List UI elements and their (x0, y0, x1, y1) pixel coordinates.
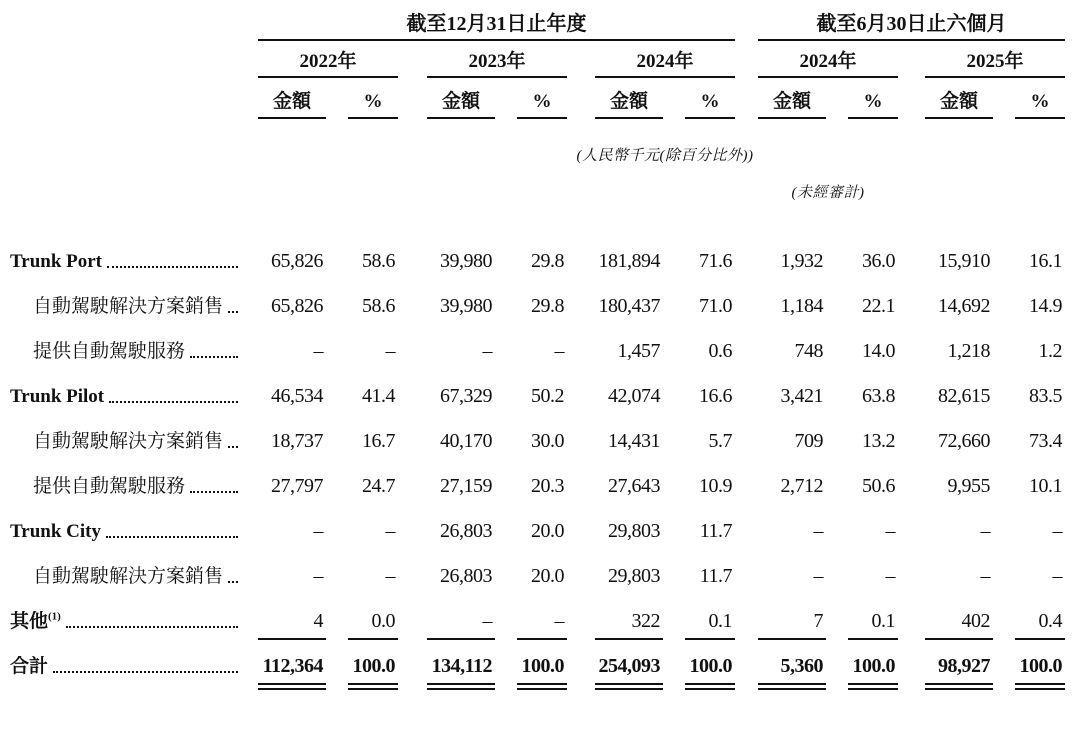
value-cell: 18,737 (271, 430, 323, 452)
value-cell: 20.3 (531, 475, 564, 497)
value-cell: – (813, 520, 823, 542)
value-cell: 0.1 (848, 610, 898, 640)
value-cell: 1,457 (617, 340, 660, 362)
table-row (10, 599, 1065, 644)
row-label-text: 合計 (10, 655, 49, 677)
period-interim-label: 截至6月30日止六個月 (816, 13, 1007, 35)
row-label-text: Trunk Port (10, 250, 103, 272)
value-cell: 72,660 (938, 430, 990, 452)
year-header-2022: 2022年 (258, 46, 398, 78)
row-label (10, 296, 248, 318)
value-cell: 15,910 (938, 250, 990, 272)
row-label-text: 其他$^{(1)}$ (10, 610, 61, 632)
value-cell: 10.1 (1029, 475, 1062, 497)
value-cell: 5.7 (708, 430, 732, 452)
value-cell: 42,074 (608, 385, 660, 407)
value-cell: 39,980 (440, 295, 492, 317)
value-cell: 100.0 (1015, 655, 1065, 690)
value-cell: 27,797 (271, 475, 323, 497)
value-cell: 63.8 (862, 385, 895, 407)
value-cell: 82,615 (938, 385, 990, 407)
value-cell: 16.7 (362, 430, 395, 452)
value-cell: 29,803 (608, 565, 660, 587)
value-cell: 41.4 (362, 385, 395, 407)
value-cell: – (554, 340, 564, 362)
value-cell: 65,826 (271, 295, 323, 317)
row-label (10, 386, 248, 408)
percent-column-header: % (848, 91, 898, 119)
unaudited-note: (未經審計) (791, 185, 865, 201)
value-cell: 2,712 (780, 475, 823, 497)
dot-leader (53, 671, 238, 673)
value-cell: 29.8 (531, 295, 564, 317)
value-cell: 11.7 (699, 520, 732, 542)
row-label (10, 251, 248, 273)
value-cell: 100.0 (348, 655, 398, 690)
value-cell: – (427, 610, 495, 640)
value-cell: – (980, 520, 990, 542)
value-cell: 73.4 (1029, 430, 1062, 452)
year-header-interim-2025: 2025年 (925, 46, 1065, 78)
value-cell: 100.0 (848, 655, 898, 690)
dot-leader (228, 311, 238, 313)
value-cell: 30.0 (531, 430, 564, 452)
table-row (10, 374, 1065, 419)
value-cell: – (980, 565, 990, 587)
value-cell: 14,431 (608, 430, 660, 452)
value-cell: 14,692 (938, 295, 990, 317)
value-cell: 0.6 (708, 340, 732, 362)
dot-leader (109, 401, 238, 403)
value-cell: 24.7 (362, 475, 395, 497)
value-cell: – (385, 565, 395, 587)
table-row (10, 419, 1065, 464)
value-cell: 13.2 (862, 430, 895, 452)
value-cell: – (313, 565, 323, 587)
table-row (10, 329, 1065, 374)
value-cell: 0.0 (348, 610, 398, 640)
value-cell: – (313, 340, 323, 362)
value-cell: – (385, 520, 395, 542)
value-cell: 29.8 (531, 250, 564, 272)
year-header-2024: 2024年 (595, 46, 735, 78)
row-label-text: 自動駕駛解決方案銷售 (33, 565, 224, 587)
period-annual-header (258, 7, 735, 41)
table-row (10, 239, 1065, 284)
value-cell: – (517, 610, 567, 640)
value-cell: 46,534 (271, 385, 323, 407)
table-row (10, 644, 1065, 689)
value-cell: 0.1 (685, 610, 735, 640)
amount-column-header: 金額 (427, 86, 495, 119)
value-cell: 16.6 (699, 385, 732, 407)
year-header-2023: 2023年 (427, 46, 567, 78)
value-cell: 40,170 (440, 430, 492, 452)
table-body (10, 239, 1065, 689)
row-label-text: 自動駕駛解決方案銷售 (33, 430, 224, 452)
footnote-ref: (1) (48, 610, 61, 623)
value-cell: 7 (758, 610, 826, 640)
row-label (10, 341, 248, 363)
value-cell: 20.0 (531, 520, 564, 542)
amount-column-header: 金額 (758, 86, 826, 119)
row-label (10, 566, 248, 588)
value-cell: 1,184 (780, 295, 823, 317)
value-cell: 180,437 (598, 295, 660, 317)
row-label (10, 431, 248, 453)
currency-note-row (10, 119, 1065, 165)
value-cell: 20.0 (531, 565, 564, 587)
value-cell: 0.4 (1015, 610, 1065, 640)
row-label-text: 自動駕駛解決方案銷售 (33, 295, 224, 317)
unaudited-note-row (10, 165, 1065, 202)
value-cell: 71.6 (699, 250, 732, 272)
period-annual-label: 截至12月31日止年度 (406, 13, 587, 35)
row-label (10, 611, 248, 633)
value-cell: 67,329 (440, 385, 492, 407)
value-cell: 181,894 (598, 250, 660, 272)
dot-leader (106, 536, 238, 538)
value-cell: 26,803 (440, 565, 492, 587)
value-cell: 402 (925, 610, 993, 640)
value-cell: – (1052, 565, 1062, 587)
dot-leader (107, 266, 238, 268)
table-row (10, 284, 1065, 329)
table-row (10, 509, 1065, 554)
value-cell: 322 (595, 610, 663, 640)
value-cell: 14.9 (1029, 295, 1062, 317)
value-cell: 10.9 (699, 475, 732, 497)
percent-column-header: % (685, 91, 735, 119)
dot-leader (228, 446, 238, 448)
value-cell: 65,826 (271, 250, 323, 272)
value-cell: – (385, 340, 395, 362)
amount-column-header: 金額 (595, 86, 663, 119)
row-label (10, 476, 248, 498)
value-cell: 5,360 (758, 655, 826, 690)
revenue-breakdown-table (10, 0, 1065, 689)
value-cell: 1,218 (947, 340, 990, 362)
period-header-row (10, 0, 1065, 41)
value-cell: 27,159 (440, 475, 492, 497)
dot-leader (190, 491, 238, 493)
row-label (10, 656, 248, 678)
period-interim-header (758, 7, 1065, 41)
header-body-spacer (10, 202, 1065, 239)
currency-note: (人民幣千元(除百分比外)) (576, 148, 754, 164)
value-cell: 50.2 (531, 385, 564, 407)
value-cell: 36.0 (862, 250, 895, 272)
value-cell: 134,112 (427, 655, 495, 690)
row-label-text: Trunk City (10, 520, 101, 542)
amount-column-header: 金額 (925, 86, 993, 119)
value-cell: 11.7 (699, 565, 732, 587)
percent-column-header: % (517, 91, 567, 119)
row-label (10, 521, 248, 543)
value-cell: – (813, 565, 823, 587)
value-cell: 39,980 (440, 250, 492, 272)
value-cell: 254,093 (595, 655, 663, 690)
value-cell: 3,421 (780, 385, 823, 407)
percent-column-header: % (348, 91, 398, 119)
amount-column-header: 金額 (258, 86, 326, 119)
value-cell: 22.1 (862, 295, 895, 317)
year-header-interim-2024: 2024年 (758, 46, 898, 78)
row-label-text: Trunk Pilot (10, 385, 105, 407)
table-row (10, 464, 1065, 509)
column-header-row (10, 78, 1065, 119)
value-cell: – (1052, 520, 1062, 542)
year-header-row (10, 41, 1065, 78)
value-cell: 748 (794, 340, 823, 362)
value-cell: 16.1 (1029, 250, 1062, 272)
value-cell: 100.0 (517, 655, 567, 690)
value-cell: 83.5 (1029, 385, 1062, 407)
value-cell: 26,803 (440, 520, 492, 542)
value-cell: 709 (794, 430, 823, 452)
value-cell: – (313, 520, 323, 542)
value-cell: – (885, 565, 895, 587)
dot-leader (228, 581, 238, 583)
value-cell: – (482, 340, 492, 362)
value-cell: 29,803 (608, 520, 660, 542)
value-cell: 50.6 (862, 475, 895, 497)
value-cell: 58.6 (362, 250, 395, 272)
row-label-text: 提供自動駕駛服務 (33, 475, 186, 497)
percent-column-header: % (1015, 91, 1065, 119)
value-cell: 98,927 (925, 655, 993, 690)
value-cell: 27,643 (608, 475, 660, 497)
table-row (10, 554, 1065, 599)
value-cell: 4 (258, 610, 326, 640)
value-cell: 100.0 (685, 655, 735, 690)
value-cell: 112,364 (258, 655, 326, 690)
row-label-text: 提供自動駕駛服務 (33, 340, 186, 362)
value-cell: 9,955 (947, 475, 990, 497)
dot-leader (190, 356, 238, 358)
dot-leader (66, 626, 238, 628)
value-cell: 71.0 (699, 295, 732, 317)
value-cell: 1.2 (1038, 340, 1062, 362)
value-cell: – (885, 520, 895, 542)
value-cell: 1,932 (780, 250, 823, 272)
value-cell: 58.6 (362, 295, 395, 317)
value-cell: 14.0 (862, 340, 895, 362)
